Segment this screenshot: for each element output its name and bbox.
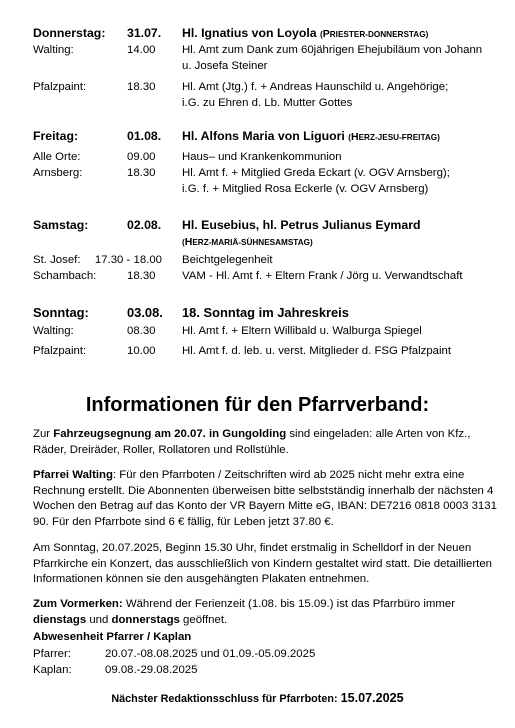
feast-note-initial: P bbox=[322, 28, 330, 40]
absence-row bbox=[33, 663, 198, 678]
schedule-row bbox=[33, 96, 498, 111]
intention: Hl. Amt (Jtg.) f. + Andreas Haunschild u. Angehörige; bbox=[182, 81, 449, 93]
deadline-footer bbox=[0, 691, 515, 707]
info-paragraph-fahrzeugsegnung bbox=[33, 427, 503, 458]
day-feast bbox=[182, 129, 440, 145]
day-name: Samstag: bbox=[33, 218, 89, 232]
time: 17.30 - 18.00 bbox=[94, 254, 162, 266]
day-feast bbox=[182, 26, 428, 42]
text: sind eingeladen: alle Arten von Kfz., bbox=[286, 428, 471, 440]
day-name: Donnerstag: bbox=[33, 26, 106, 40]
para-line bbox=[33, 597, 503, 613]
schedule-row bbox=[33, 150, 498, 165]
info-paragraph-vormerken bbox=[33, 597, 503, 628]
time: 10.00 bbox=[127, 345, 156, 357]
feast-note: (PRIESTER-DONNERSTAG) bbox=[320, 28, 429, 40]
time: 08.30 bbox=[127, 325, 156, 337]
deadline-label: Nächster Redaktionsschluss für Pfarrboten: bbox=[111, 693, 341, 705]
intention: Beichtgelegenheit bbox=[182, 254, 273, 266]
place: St. Josef: bbox=[33, 254, 81, 266]
bold-text: Fahrzeugsegnung am 20.07. in Gungolding bbox=[53, 428, 287, 440]
text: geöffnet. bbox=[179, 613, 228, 626]
bold-text: Pfarrei Walting bbox=[33, 469, 113, 481]
deadline-date: 15.07.2025 bbox=[340, 691, 404, 705]
intention: u. Josefa Steiner bbox=[182, 60, 268, 72]
intention: i.G. zu Ehren d. Lb. Mutter Gottes bbox=[182, 97, 353, 109]
day-date: 02.08. bbox=[127, 218, 162, 232]
schedule-row bbox=[33, 344, 498, 359]
feast-title: Hl. Ignatius von Loyola bbox=[182, 26, 317, 40]
absence-dates: 09.08.-29.08.2025 bbox=[105, 664, 198, 676]
text: Zur bbox=[33, 428, 54, 440]
day-date: 01.08. bbox=[127, 129, 162, 143]
feast-note: (HERZ-JESU-FREITAG) bbox=[348, 131, 440, 143]
text: Während der Ferienzeit (1.08. bis 15.09.) ist das Pfarrbüro immer bbox=[122, 598, 456, 610]
info-title: Informationen für den Pfarrverband: bbox=[85, 394, 430, 416]
text: : Für den Pfarrboten / Zeitschriften wird ab 2025 nicht mehr extra eine bbox=[112, 469, 465, 481]
para-line: Rechnung erstellt. Die Abonnenten überweisen bitte selbstständig innerhalb der nächsten 4 bbox=[33, 484, 494, 497]
feast-title: 18. Sonntag im Jahreskreis bbox=[182, 305, 349, 320]
feast-note-initial: H bbox=[350, 131, 359, 143]
intention: Hl. Amt zum Dank zum 60jährigen Ehejubiläum von Johann bbox=[182, 44, 483, 56]
day-header-donnerstag bbox=[33, 26, 498, 41]
feast-note-row bbox=[33, 235, 498, 250]
time: 09.00 bbox=[127, 151, 156, 163]
day-header-sonntag bbox=[33, 305, 498, 320]
day-date: 03.08. bbox=[127, 305, 163, 320]
para-line: Informationen können sie den ausgehängten Plakaten entnehmen. bbox=[33, 573, 370, 586]
intention: Haus– und Krankenkommunion bbox=[182, 151, 342, 163]
bold-text: Zum Vormerken: bbox=[33, 598, 123, 610]
feast-title: Hl. Eusebius, hl. Petrus Julianus Eymard bbox=[182, 218, 421, 232]
para-line: Pfarrkirche ein Konzert, das ausschließlich von Kindern gestaltet wird statt. Die detaillierten bbox=[33, 557, 493, 570]
time: 18.30 bbox=[127, 270, 156, 282]
place: Walting: bbox=[33, 325, 74, 337]
intention: VAM - Hl. Amt f. + Eltern Frank / Jörg u. Verwandtschaft bbox=[182, 270, 463, 282]
feast-note-rest: ERZ-JESU-FREITAG bbox=[358, 133, 438, 142]
intention: Hl. Amt f. d. leb. u. verst. Mitglieder d. FSG Pfalzpaint bbox=[182, 345, 452, 357]
schedule-row bbox=[33, 182, 498, 197]
intention: Hl. Amt f. + Eltern Willibald u. Walburga Spiegel bbox=[182, 325, 422, 337]
intention: Hl. Amt f. + Mitglied Greda Eckart (v. OGV Arnsberg); bbox=[182, 167, 450, 179]
schedule-row bbox=[33, 324, 498, 339]
info-paragraph-konzert bbox=[33, 541, 503, 588]
feast-note: (HERZ-MARIÄ-SÜHNESAMSTAG) bbox=[182, 236, 313, 248]
time: 14.00 bbox=[127, 44, 156, 56]
schedule-row bbox=[33, 43, 498, 58]
info-paragraph-walting bbox=[33, 468, 503, 530]
absence-row bbox=[33, 647, 316, 662]
absence-role: Kaplan: bbox=[33, 664, 72, 676]
para-line: Räder, Dreiräder, Roller, Rollatoren und Rollstühle. bbox=[33, 443, 289, 456]
schedule-row bbox=[33, 80, 498, 95]
day-header-freitag bbox=[33, 129, 498, 144]
para-line: Am Sonntag, 20.07.2025, Beginn 15.30 Uhr, findet erstmalig in Schelldorf in der Neuen bbox=[33, 542, 472, 554]
para-line bbox=[33, 427, 503, 443]
place: Schambach: bbox=[33, 270, 97, 282]
schedule-row bbox=[33, 269, 498, 284]
para-line: 90. Für den Pfarrbote sind 6 € fällig, für Leben jetzt 37.80 €. bbox=[33, 515, 334, 528]
place: Pfalzpaint: bbox=[33, 345, 87, 357]
text: und bbox=[86, 613, 112, 626]
intention: i.G. f. + Mitglied Rosa Eckerle (v. OGV Arnsberg) bbox=[182, 183, 429, 195]
absence-dates: 20.07.-08.08.2025 und 01.09.-05.09.2025 bbox=[105, 648, 316, 660]
schedule-row bbox=[33, 253, 498, 268]
feast-note-rest: ERZ-MARIÄ-SÜHNESAMSTAG bbox=[192, 238, 310, 247]
place: Walting: bbox=[33, 44, 74, 56]
absence-role: Pfarrer: bbox=[33, 648, 71, 660]
day-name: Sonntag: bbox=[33, 305, 89, 320]
schedule-row bbox=[33, 166, 498, 181]
day-name: Freitag: bbox=[33, 129, 79, 143]
day-header-samstag bbox=[33, 218, 498, 233]
feast-title: Hl. Alfons Maria von Liguori bbox=[182, 129, 345, 143]
feast-note-rest: RIESTER-DONNERSTAG bbox=[329, 30, 426, 39]
schedule-row bbox=[33, 59, 498, 74]
bold-text: dienstags bbox=[33, 613, 87, 626]
absence-title: Abwesenheit Pfarrer / Kaplan bbox=[33, 631, 192, 643]
place: Alle Orte: bbox=[33, 151, 81, 163]
para-line bbox=[33, 613, 503, 629]
feast-note-initial: H bbox=[184, 236, 193, 248]
place: Pfalzpaint: bbox=[33, 81, 87, 93]
bold-text: donnerstags bbox=[111, 613, 180, 626]
place: Arnsberg: bbox=[33, 167, 83, 179]
day-date: 31.07. bbox=[127, 26, 162, 40]
para-line bbox=[33, 468, 503, 484]
para-line: Wochen den Betrag auf das Konto der VR Bayern Mitte eG, IBAN: DE7216 0818 0003 3131 bbox=[33, 500, 497, 513]
time: 18.30 bbox=[127, 81, 156, 93]
time: 18.30 bbox=[127, 167, 156, 179]
